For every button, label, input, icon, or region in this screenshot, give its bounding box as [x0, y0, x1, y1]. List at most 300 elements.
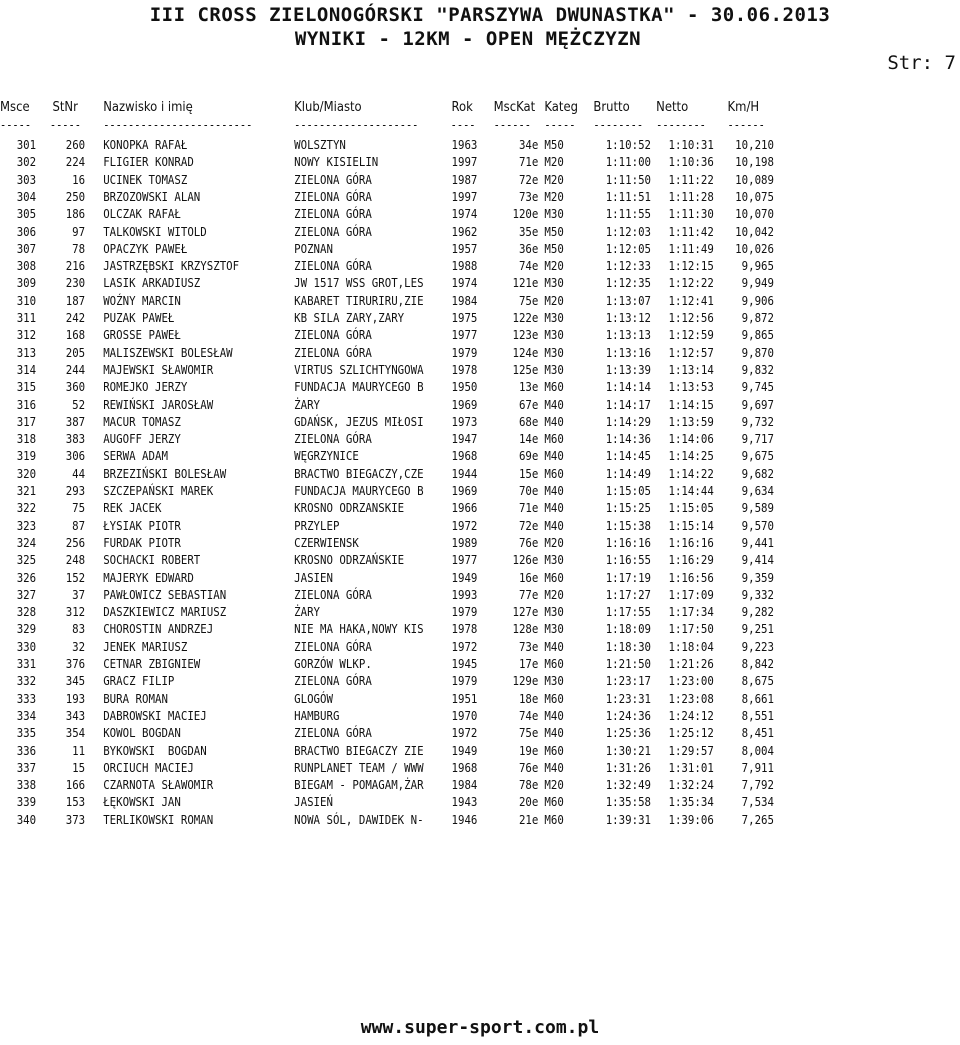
cell-rok: 1973: [451, 413, 478, 429]
cell-msckat: 124e: [512, 344, 539, 360]
cell-msckat: 34e: [518, 137, 539, 152]
cell-rok: 1972: [451, 638, 478, 654]
cell-kmh: 9,441: [741, 534, 774, 550]
table-row: [0, 482, 826, 499]
cell-kateg: M30: [544, 327, 564, 343]
cell-msckat: 78e: [518, 777, 539, 793]
table-row: [0, 465, 826, 482]
cell-kateg: M60: [544, 690, 564, 706]
cell-brutto: 1:39:31: [605, 811, 652, 827]
cell-brutto: 1:15:05: [605, 483, 652, 498]
cell-msckat: 125e: [512, 361, 539, 377]
cell-name: PUZAK PAWEŁ: [103, 310, 175, 325]
cell-stnr: 37: [72, 586, 86, 602]
cell-msckat: 129e: [512, 673, 539, 689]
cell-name: SZCZEPAŃSKI MAREK: [103, 483, 214, 498]
cell-stnr: 260: [65, 137, 86, 152]
table-row: [0, 724, 826, 741]
cell-msckat: 74e: [518, 707, 539, 723]
cell-brutto: 1:14:36: [605, 431, 652, 447]
cell-stnr: 293: [65, 483, 86, 498]
cell-club: KROSNO ODRZAŃSKIE: [294, 552, 405, 568]
table-row: [0, 517, 826, 534]
cell-club: ZIELONA GÓRA: [294, 171, 372, 187]
cell-rok: 1944: [451, 465, 478, 481]
cell-netto: 1:13:14: [668, 361, 714, 377]
table-row: [0, 292, 826, 309]
cell-rok: 1949: [451, 742, 478, 758]
cell-rok: 1977: [451, 552, 478, 568]
col-header-stnr: StNr: [52, 99, 78, 115]
table-row: [0, 793, 826, 810]
cell-kmh: 10,210: [735, 137, 774, 152]
cell-brutto: 1:30:21: [605, 742, 652, 758]
cell-name: FLIGIER KONRAD: [103, 154, 194, 170]
cell-msckat: 67e: [518, 396, 539, 412]
cell-kateg: M50: [544, 137, 564, 152]
cell-msckat: 68e: [518, 413, 539, 429]
cell-rok: 1979: [451, 604, 478, 620]
col-header-name: Nazwisko i imię: [103, 99, 193, 115]
cell-kateg: M20: [544, 292, 564, 308]
cell-kateg: M30: [544, 275, 564, 291]
table-row: [0, 707, 826, 724]
cell-rok: 1978: [451, 361, 478, 377]
cell-msce: 330: [16, 638, 37, 654]
cell-kmh: 7,792: [741, 777, 774, 793]
separator: -----: [544, 118, 576, 132]
cell-msckat: 127e: [512, 604, 539, 620]
cell-rok: 1972: [451, 517, 478, 533]
cell-rok: 1974: [451, 275, 478, 291]
col-header-kateg: Kateg: [544, 99, 578, 115]
cell-stnr: 343: [65, 707, 86, 723]
cell-rok: 1977: [451, 327, 478, 343]
cell-kmh: 8,661: [741, 690, 774, 706]
cell-msckat: 75e: [518, 725, 539, 741]
separator: -----: [49, 118, 81, 132]
cell-msce: 337: [16, 759, 37, 775]
cell-stnr: 186: [65, 206, 86, 222]
cell-rok: 1988: [451, 258, 478, 274]
cell-brutto: 1:15:38: [605, 517, 652, 533]
cell-stnr: 152: [65, 569, 86, 585]
cell-rok: 1978: [451, 621, 478, 637]
cell-brutto: 1:13:13: [605, 327, 652, 343]
cell-netto: 1:18:04: [668, 638, 714, 654]
cell-brutto: 1:23:17: [605, 673, 652, 689]
cell-name: MAJEWSKI SŁAWOMIR: [103, 361, 214, 377]
cell-kmh: 9,675: [741, 448, 774, 464]
cell-club: KABARET TIRURIRU,ZIE: [294, 292, 424, 308]
table-row: [0, 655, 826, 672]
separator: --------: [656, 118, 706, 132]
cell-kmh: 9,697: [741, 396, 774, 412]
cell-stnr: 44: [72, 465, 86, 481]
cell-rok: 1969: [451, 396, 478, 412]
cell-brutto: 1:13:16: [605, 344, 652, 360]
table-row: [0, 413, 826, 430]
cell-kateg: M60: [544, 742, 564, 758]
page-number: Str: 7: [887, 52, 956, 74]
cell-club: PRZYLEP: [294, 517, 340, 533]
cell-club: WOLSZTYN: [294, 137, 346, 152]
cell-club: JASIEN: [294, 569, 333, 585]
cell-netto: 1:12:15: [668, 258, 714, 274]
table-row: [0, 326, 826, 343]
cell-msckat: 128e: [512, 621, 539, 637]
cell-kmh: 9,870: [741, 344, 774, 360]
cell-netto: 1:31:01: [668, 759, 714, 775]
cell-brutto: 1:13:12: [605, 310, 652, 325]
cell-kmh: 9,865: [741, 327, 774, 343]
cell-msce: 331: [16, 656, 37, 671]
cell-kateg: M60: [544, 465, 564, 481]
cell-stnr: 373: [65, 811, 86, 827]
cell-name: UCINEK TOMASZ: [103, 171, 188, 187]
cell-name: CHOROSTIN ANDRZEJ: [103, 621, 214, 637]
cell-kateg: M60: [544, 569, 564, 585]
cell-brutto: 1:12:05: [605, 240, 652, 256]
separator: ------: [727, 118, 765, 132]
cell-stnr: 244: [65, 361, 86, 377]
cell-kmh: 9,332: [741, 586, 774, 602]
cell-kateg: M40: [544, 500, 564, 516]
cell-club: BIEGAM - POMAGAM,ŻAR: [294, 777, 424, 793]
cell-stnr: 306: [65, 448, 86, 464]
cell-club: ZIELONA GÓRA: [294, 431, 372, 447]
cell-msce: 340: [16, 811, 37, 827]
table-row: [0, 171, 826, 188]
cell-name: BRZEZIŃSKI BOLESŁAW: [103, 465, 227, 481]
cell-name: BURA ROMAN: [103, 690, 168, 706]
table-row: [0, 776, 826, 793]
table-row: [0, 274, 826, 291]
cell-kmh: 10,198: [735, 154, 774, 170]
cell-club: ŻARY: [294, 604, 321, 620]
cell-kmh: 9,832: [741, 361, 774, 377]
cell-club: ZIELONA GÓRA: [294, 725, 372, 741]
cell-msce: 311: [16, 310, 37, 325]
cell-brutto: 1:25:36: [605, 725, 652, 741]
cell-kmh: 9,745: [741, 379, 774, 395]
cell-rok: 1951: [451, 690, 478, 706]
cell-kateg: M20: [544, 258, 564, 274]
cell-msce: 305: [16, 206, 37, 222]
cell-club: ZIELONA GÓRA: [294, 258, 372, 274]
cell-msce: 301: [16, 137, 37, 152]
cell-name: CZARNOTA SŁAWOMIR: [103, 777, 214, 793]
table-row: [0, 205, 826, 222]
cell-msce: 335: [16, 725, 37, 741]
cell-name: AUGOFF JERZY: [103, 431, 181, 447]
cell-stnr: 75: [72, 500, 86, 516]
cell-kateg: M20: [544, 154, 564, 170]
cell-stnr: 230: [65, 275, 86, 291]
cell-kmh: 9,906: [741, 292, 774, 308]
cell-name: BRZOZOWSKI ALAN: [103, 188, 201, 204]
cell-brutto: 1:18:09: [605, 621, 652, 637]
cell-rok: 1979: [451, 673, 478, 689]
cell-name: GRACZ FILIP: [103, 673, 175, 689]
cell-msckat: 71e: [518, 500, 539, 516]
cell-msce: 339: [16, 794, 37, 810]
cell-name: DASZKIEWICZ MARIUSZ: [103, 604, 227, 620]
cell-msckat: 121e: [512, 275, 539, 291]
separator: ------: [493, 118, 531, 132]
cell-netto: 1:12:22: [668, 275, 714, 291]
cell-msckat: 15e: [518, 465, 539, 481]
cell-brutto: 1:14:29: [605, 413, 652, 429]
cell-netto: 1:24:12: [668, 707, 714, 723]
results-title: III CROSS ZIELONOGÓRSKI "PARSZYWA DWUNASTKA" - 30.06.2013: [149, 4, 831, 26]
cell-netto: 1:11:22: [668, 171, 714, 187]
cell-msce: 328: [16, 604, 37, 620]
cell-kateg: M40: [544, 759, 564, 775]
cell-netto: 1:16:29: [668, 552, 714, 568]
cell-msce: 309: [16, 275, 37, 291]
cell-name: MALISZEWSKI BOLESŁAW: [103, 344, 233, 360]
cell-kmh: 10,042: [735, 223, 774, 239]
cell-msce: 302: [16, 154, 37, 170]
cell-msckat: 122e: [512, 310, 539, 325]
cell-stnr: 83: [72, 621, 86, 637]
cell-stnr: 97: [72, 223, 86, 239]
cell-rok: 1963: [451, 137, 478, 152]
cell-rok: 1997: [451, 154, 478, 170]
cell-club: GORZÓW WLKP.: [294, 656, 372, 671]
cell-kateg: M30: [544, 344, 564, 360]
cell-rok: 1970: [451, 707, 478, 723]
cell-name: LASIK ARKADIUSZ: [103, 275, 201, 291]
cell-rok: 1997: [451, 188, 478, 204]
cell-kateg: M60: [544, 794, 564, 810]
cell-msce: 312: [16, 327, 37, 343]
cell-club: FUNDACJA MAURYCEGO B: [294, 483, 424, 498]
cell-msckat: 72e: [518, 517, 539, 533]
cell-club: NOWY KISIELIN: [294, 154, 379, 170]
cell-kateg: M30: [544, 604, 564, 620]
cell-name: ŁĘKOWSKI JAN: [103, 794, 181, 810]
cell-msce: 313: [16, 344, 37, 360]
cell-name: FURDAK PIOTR: [103, 534, 181, 550]
cell-netto: 1:12:41: [668, 292, 714, 308]
cell-rok: 1950: [451, 379, 478, 395]
cell-kateg: M30: [544, 361, 564, 377]
cell-stnr: 11: [72, 742, 86, 758]
cell-msckat: 69e: [518, 448, 539, 464]
cell-stnr: 168: [65, 327, 86, 343]
cell-brutto: 1:11:55: [605, 206, 652, 222]
cell-name: OLCZAK RAFAŁ: [103, 206, 181, 222]
table-row: [0, 223, 826, 240]
cell-msckat: 19e: [518, 742, 539, 758]
table-row: [0, 603, 826, 620]
cell-kmh: 8,675: [741, 673, 774, 689]
cell-rok: 1946: [451, 811, 478, 827]
cell-netto: 1:14:44: [668, 483, 714, 498]
cell-kateg: M20: [544, 188, 564, 204]
cell-kateg: M40: [544, 707, 564, 723]
table-row: [0, 378, 826, 395]
cell-netto: 1:10:31: [668, 137, 714, 152]
cell-brutto: 1:17:55: [605, 604, 652, 620]
cell-msce: 338: [16, 777, 37, 793]
cell-stnr: 345: [65, 673, 86, 689]
cell-rok: 1969: [451, 483, 478, 498]
cell-kateg: M20: [544, 171, 564, 187]
cell-netto: 1:14:25: [668, 448, 714, 464]
cell-brutto: 1:13:39: [605, 361, 652, 377]
cell-msce: 308: [16, 258, 37, 274]
cell-rok: 1972: [451, 725, 478, 741]
cell-kmh: 8,842: [741, 656, 774, 671]
cell-club: FUNDACJA MAURYCEGO B: [294, 379, 424, 395]
cell-kmh: 9,682: [741, 465, 774, 481]
cell-netto: 1:35:34: [668, 794, 714, 810]
cell-name: REWIŃSKI JAROSŁAW: [103, 396, 214, 412]
cell-club: ŻARY: [294, 396, 321, 412]
cell-netto: 1:11:42: [668, 223, 714, 239]
cell-name: GROSSE PAWEŁ: [103, 327, 181, 343]
cell-brutto: 1:32:49: [605, 777, 652, 793]
cell-kmh: 8,004: [741, 742, 774, 758]
cell-club: JASIEŃ: [294, 794, 333, 810]
cell-kmh: 9,414: [741, 552, 774, 568]
cell-msckat: 72e: [518, 171, 539, 187]
cell-rok: 1966: [451, 500, 478, 516]
cell-club: ZIELONA GÓRA: [294, 344, 372, 360]
cell-rok: 1984: [451, 292, 478, 308]
cell-kmh: 10,075: [735, 188, 774, 204]
cell-club: BRACTWO BIEGACZY ZIE: [294, 742, 424, 758]
cell-rok: 1947: [451, 431, 478, 447]
cell-stnr: 193: [65, 690, 86, 706]
cell-kateg: M30: [544, 673, 564, 689]
col-header-kmh: Km/H: [727, 99, 760, 115]
cell-club: KROSNO ODRZANSKIE: [294, 500, 405, 516]
cell-msce: 320: [16, 465, 37, 481]
cell-rok: 1945: [451, 656, 478, 671]
cell-rok: 1987: [451, 171, 478, 187]
cell-name: PAWŁOWICZ SEBASTIAN: [103, 586, 227, 602]
cell-name: ORCIUCH MACIEJ: [103, 759, 194, 775]
cell-kateg: M40: [544, 638, 564, 654]
cell-kateg: M20: [544, 586, 564, 602]
cell-brutto: 1:11:51: [605, 188, 652, 204]
cell-club: BRACTWO BIEGACZY,CZE: [294, 465, 424, 481]
table-row: [0, 586, 826, 603]
cell-brutto: 1:23:31: [605, 690, 652, 706]
cell-club: ZIELONA GÓRA: [294, 327, 372, 343]
cell-msce: 319: [16, 448, 37, 464]
cell-club: CZERWIENSK: [294, 534, 359, 550]
cell-brutto: 1:16:16: [605, 534, 652, 550]
cell-stnr: 256: [65, 534, 86, 550]
cell-msce: 321: [16, 483, 37, 498]
cell-netto: 1:17:09: [668, 586, 714, 602]
cell-rok: 1949: [451, 569, 478, 585]
cell-name: KOWOL BOGDAN: [103, 725, 181, 741]
cell-kateg: M40: [544, 448, 564, 464]
cell-msckat: 20e: [518, 794, 539, 810]
cell-stnr: 87: [72, 517, 86, 533]
cell-club: WĘGRZYNICE: [294, 448, 359, 464]
cell-kmh: 7,911: [741, 759, 774, 775]
cell-club: ZIELONA GÓRA: [294, 586, 372, 602]
cell-netto: 1:23:08: [668, 690, 714, 706]
separator: --------: [593, 118, 644, 132]
cell-name: JENEK MARIUSZ: [103, 638, 188, 654]
cell-msce: 325: [16, 552, 37, 568]
cell-msckat: 73e: [518, 638, 539, 654]
cell-netto: 1:11:30: [668, 206, 714, 222]
cell-brutto: 1:35:58: [605, 794, 652, 810]
cell-msckat: 76e: [518, 759, 539, 775]
cell-netto: 1:15:05: [668, 500, 714, 516]
table-row: [0, 240, 826, 257]
header-separator-row: [0, 117, 826, 134]
cell-brutto: 1:17:27: [605, 586, 652, 602]
cell-club: ZIELONA GÓRA: [294, 188, 372, 204]
cell-stnr: 250: [65, 188, 86, 204]
cell-netto: 1:11:28: [668, 188, 714, 204]
cell-brutto: 1:12:35: [605, 275, 652, 291]
table-row: [0, 811, 826, 828]
cell-club: ZIELONA GÓRA: [294, 638, 372, 654]
cell-name: TERLIKOWSKI ROMAN: [103, 811, 214, 827]
cell-msckat: 74e: [518, 258, 539, 274]
cell-netto: 1:12:59: [668, 327, 714, 343]
cell-msce: 324: [16, 534, 37, 550]
cell-kmh: 8,551: [741, 707, 774, 723]
cell-kmh: 7,534: [741, 794, 774, 810]
cell-kateg: M40: [544, 517, 564, 533]
table-row: [0, 361, 826, 378]
table-row: [0, 188, 826, 205]
cell-msckat: 21e: [518, 811, 539, 827]
cell-rok: 1957: [451, 240, 478, 256]
table-row: [0, 759, 826, 776]
cell-name: MACUR TOMASZ: [103, 413, 181, 429]
cell-name: WOŹNY MARCIN: [103, 292, 181, 308]
cell-kmh: 9,282: [741, 604, 774, 620]
table-row: [0, 136, 826, 153]
cell-msce: 310: [16, 292, 37, 308]
table-row: [0, 447, 826, 464]
cell-netto: 1:15:14: [668, 517, 714, 533]
cell-msckat: 120e: [512, 206, 539, 222]
cell-netto: 1:14:22: [668, 465, 714, 481]
cell-name: SOCHACKI ROBERT: [103, 552, 201, 568]
cell-kmh: 9,570: [741, 517, 774, 533]
cell-brutto: 1:17:19: [605, 569, 652, 585]
cell-brutto: 1:18:30: [605, 638, 652, 654]
cell-kateg: M60: [544, 811, 564, 827]
cell-kateg: M50: [544, 240, 564, 256]
cell-rok: 1968: [451, 759, 478, 775]
cell-name: TALKOWSKI WITOLD: [103, 223, 207, 239]
cell-club: HAMBURG: [294, 707, 340, 723]
cell-club: POZNAN: [294, 240, 333, 256]
cell-netto: 1:16:56: [668, 569, 714, 585]
cell-msckat: 123e: [512, 327, 539, 343]
table-row: [0, 551, 826, 568]
cell-msckat: 17e: [518, 656, 539, 671]
cell-brutto: 1:11:00: [605, 154, 652, 170]
table-row: [0, 569, 826, 586]
cell-kateg: M20: [544, 777, 564, 793]
